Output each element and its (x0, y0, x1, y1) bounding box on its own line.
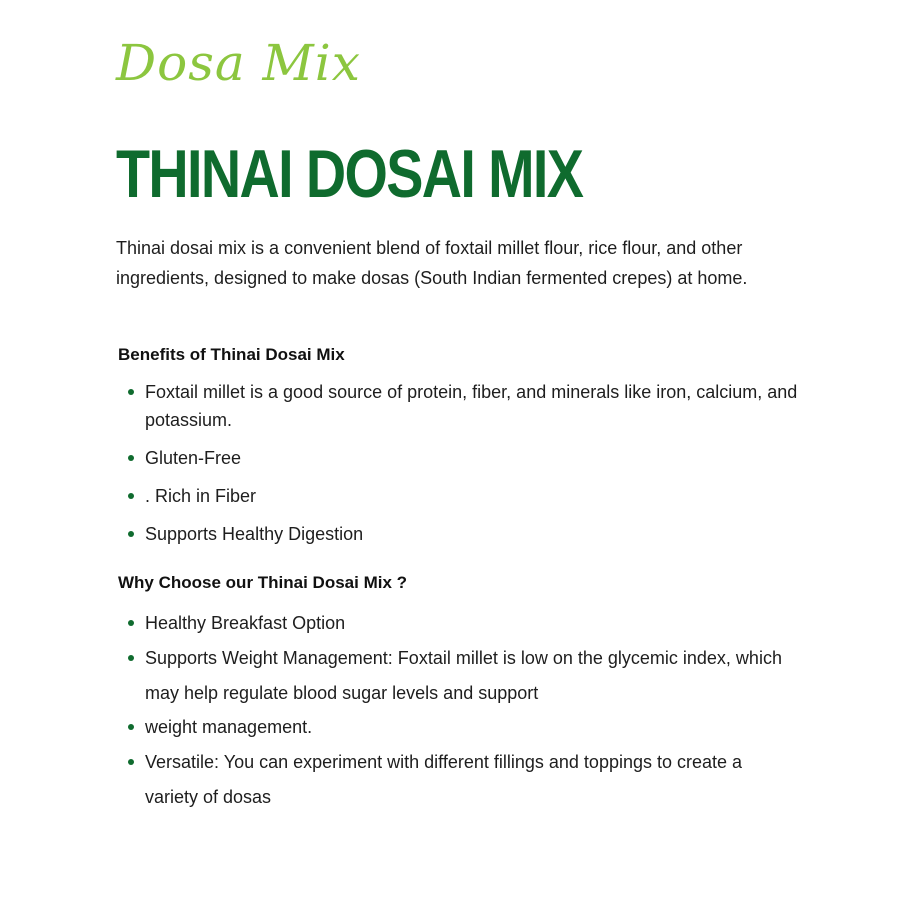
why-choose-list (118, 606, 798, 815)
list-item-text: Supports Healthy Digestion (145, 524, 364, 544)
list-item (118, 641, 798, 711)
bullet-icon (128, 759, 134, 765)
why-choose-heading: Why Choose our Thinai Dosai Mix ? (118, 573, 408, 592)
bullet-icon (128, 455, 134, 461)
list-item-text: Healthy Breakfast Option (145, 613, 346, 633)
list-item (118, 482, 798, 510)
list-item-text: Gluten-Free (145, 448, 242, 468)
list-item-text: Versatile: You can experiment with different fillings and toppings to create a variety of dosas (145, 752, 743, 807)
list-item (118, 606, 798, 641)
brand-logo-text: Dosa Mix (116, 34, 361, 92)
bullet-icon (128, 531, 134, 537)
list-item (118, 745, 798, 815)
bullet-icon (128, 389, 134, 395)
page-title: THINAI DOSAI MIX (116, 136, 583, 212)
list-item (118, 520, 798, 548)
list-item (118, 378, 798, 434)
list-item (118, 710, 798, 745)
benefits-list (118, 378, 798, 558)
intro-paragraph: Thinai dosai mix is a convenient blend of foxtail millet flour, rice flour, and other ingredients, designed to make dosas (South Indian fermented crepes) at home. (116, 238, 748, 288)
list-item-text: Supports Weight Management: Foxtail millet is low on the glycemic index, which may help regulate blood sugar levels and support (145, 647, 782, 703)
benefits-heading: Benefits of Thinai Dosai Mix (118, 345, 345, 364)
list-item-text: Foxtail millet is a good source of protein, fiber, and minerals like iron, calcium, and potassium. (145, 382, 798, 430)
bullet-icon (128, 655, 134, 661)
list-item (118, 444, 798, 472)
bullet-icon (128, 493, 134, 499)
bullet-icon (128, 620, 134, 626)
bullet-icon (128, 724, 134, 730)
list-item-text: weight management. (145, 717, 313, 738)
list-item-text: . Rich in Fiber (145, 486, 257, 506)
